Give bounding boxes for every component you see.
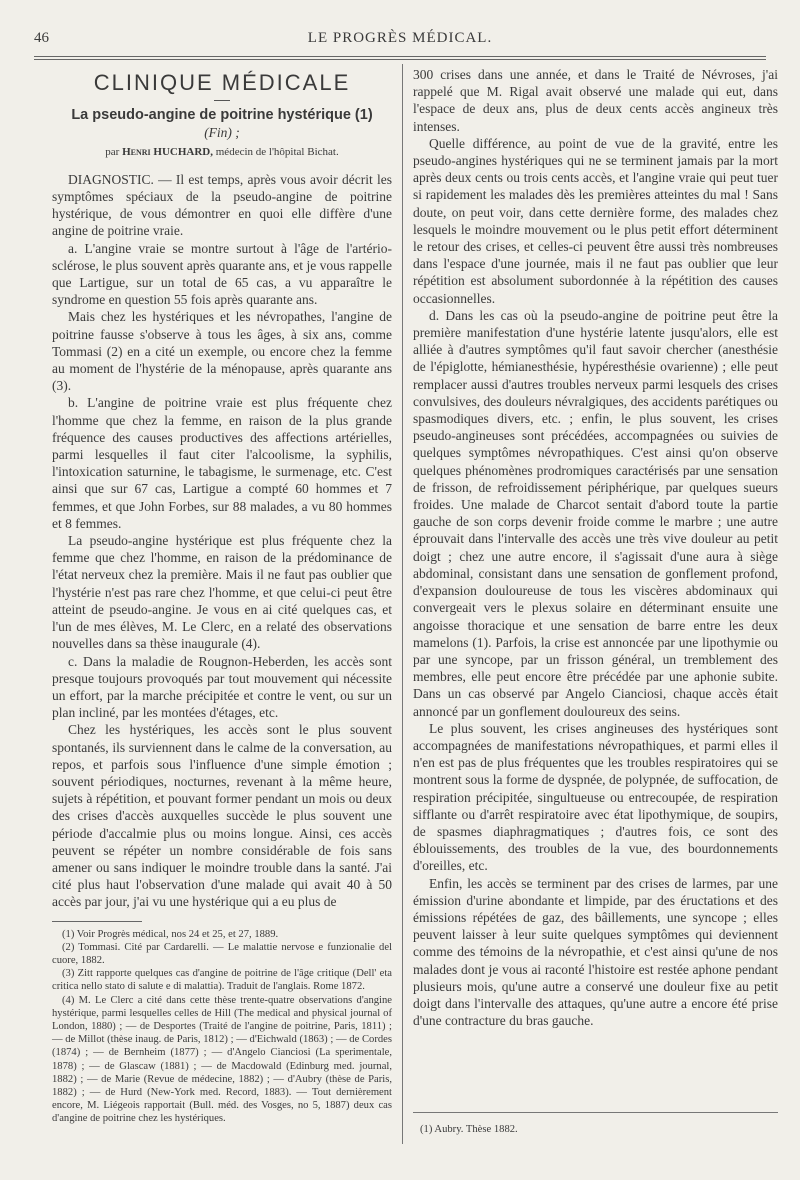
article-title: La pseudo-angine de poitrine hystérique (1) (71, 107, 373, 124)
paragraph: Quelle différence, au point de vue de la gravité, entre les pseudo-angines hystériques qui ne se terminent jamais par la mort après deux cents ou trois cents accès, et l'angine vraie qui peut tuer si rapidement les malades dès les premières atteintes du mal ! Sans doute, on peut voir, dans cette dernière forme, des malades chez lesquels le moindre mouvement ou le plus petit effort déterminent le retour des crises, et celles-ci peuvent être aussi très nombreuses dans l'espace d'une journée, mais il ne faut pas oublier que leur répétition est absolument subordonnée à la répétition des causes occasionnelles. (413, 135, 778, 306)
paragraph: b. L'angine de poitrine vraie est plus fréquente chez l'homme que chez la femme, en raison de la plus grande fréquence des causes productives des affections artérielles, parmi lesquelles il faut citer l'alcoolisme, la syphilis, l'intoxication saturnine, le tabagisme, le surmenage, etc. C'est ainsi que sur 67 cas, Lartigue a compté 60 hommes et 7 femmes, et que John Forbes, sur 88 malades, a vu 80 hommes et 8 femmes. (52, 395, 392, 531)
footnote-rule (52, 921, 142, 922)
paragraph: Chez les hystériques, les accès sont le plus souvent spontanés, ils surviennent dans le calme de la conversation, au repos, et parfois sous l'influence d'une simple émotion ; souvent périodiques, nocturnes, revenant à la même heure, sujets à répétition, et pouvant former pendant un mois ou deux des crises d'accès auxquelles succède le plus souvent une période d'accalmie plus ou moins longue. Ainsi, ces accès peuvent se répéter un nombre considérable de fois sans amener ou sans indiquer le moindre trouble dans la santé. J'ai cité plus haut l'observation d'une malade qui avait 40 à 50 accès par jour, j'ai vu une hystérique qui a eu plus de (52, 722, 392, 910)
paragraph: Le plus souvent, les crises angineuses des hystériques sont accompagnées de manifestations névropathiques, et parmi elles il n'en est pas de plus fréquentes que les troubles respiratoires qui se montrent sous la forme de dyspnée, de polypnée, de suffocation, de respiration précipitée, singultueuse ou entrecoupée, de respiration sifflante ou d'arrêt respiratoire avec état lipothymique, de soupirs, de spasmes diaphragmatiques ; d'autres fois, ce sont des éblouissements, des troubles de la vue, des bourdonnements d'oreilles, etc. (413, 720, 778, 874)
right-column (413, 66, 778, 1029)
left-column (52, 66, 392, 1126)
page-header (34, 30, 766, 52)
footnote: (4) M. Le Clerc a cité dans cette thèse trente-quatre observations d'angine hystérique, parmi lesquelles celles de Hill (The medical and physical journal of London, 1880) ; — de Desportes (Traité de l'angine de poitrine, Paris, 1811) ; — de Millot (thèse inaug. de Paris, 1812) ; — d'Eichwald (1863) ; — de Cordes (1874) ; — de Bernheim (1877) ; — d'Angelo Cianciosi (La sperimentale, 1878) ; — de Glascaw (1881) ; — de Macdowald (Edinburg med. journal, 1882) ; — de Marie (Revue de médecine, 1882) ; — d'Aubry (thèse de Paris, 1882) ; — de Hurd (New-York med. Record, 1883). — Tout dernièrement encore, M. Liégeois rapportait (Bull. méd. des Vosges, no 5, 1887) deux cas d'angine de poitrine chez les hystériques. (52, 994, 392, 1125)
paragraph: a. L'angine vraie se montre surtout à l'âge de l'artério-sclérose, le plus souvent après quarante ans, et je vous rappelle que Lartigue, sur un total de 65 cas, a vu apparaître le syndrome en question 55 fois après quarante ans. (52, 240, 392, 308)
page-number: 46 (34, 30, 49, 46)
byline (52, 144, 392, 161)
header-rule (34, 56, 766, 60)
running-title: LE PROGRÈS MÉDICAL. (307, 30, 493, 46)
paragraph: La pseudo-angine hystérique est plus fréquente chez la femme que chez l'homme, en raison de la prédominance de l'état nerveux chez la première. Mais il ne faut pas oublier que l'hystérie n'est pas rare chez l'homme, et que celui-ci peut être atteint de pseudo-angine. Je vous en ai cité quelques cas, et l'un de mes élèves, M. Le Clerc, en a relaté des observations nouvelles dans sa thèse inaugurale (4). (52, 533, 392, 652)
paragraph: 300 crises dans une année, et dans le Traité de Névroses, j'ai rappelé que M. Rigal avait observé une malade qui eut, dans l'espace de deux ans, plus de deux cents accès angineux très intenses. (413, 67, 778, 134)
article-fin: (Fin) ; (204, 125, 240, 141)
paragraph: d. Dans les cas où la pseudo-angine de poitrine peut être la première manifestation d'une hystérie latente jusqu'alors, elle est alliée à d'autres symptômes qu'il faut savoir chercher (anesthésie de l'épiglotte, hémianesthésie, hypéresthésie ovarienne) ; elle peut remplacer aussi d'autres troubles nerveux parmi lesquels des crises convulsives, des douleurs névralgiques, des accidents parétiques ou spasmodiques divers, etc. ; enfin, le plus souvent, les crises pseudo-angineuses sont précédées, accompagnées ou suivies de quelques symptômes névropathiques. C'est ainsi qu'on observe quelques phénomènes prodromiques caractérisés par une sensation de frisson, de refroidissement périphérique, par quelques sueurs froides. Une malade de Charcot sentait d'abord toute la partie gauche de son corps devenir froide comme le marbre ; une autre éprouvait dans l'intervalle des accès une très vive douleur au petit doigt ; chez une autre encore, il s'agissait d'une aura à siège abdominal, consistant dans une sensation de gonflement profond, d'expansion douloureuse de tous les viscères abdominaux qui convergeait vers le plexus solaire en déterminant ensuite une angoisse thoracique et une sensation de barre entre les deux mamelons (1). Parfois, la crise est annoncée par une lipothymie ou par une syncope, par un frisson général, un tremblement des membres, elle peut encore être précédée par une aphonie subite. Dans un cas observé par Angelo Cianciosi, chaque accès était annoncé par un gonflement douloureux des seins. (413, 307, 778, 719)
footnote: (1) Aubry. Thèse 1882. (420, 1124, 518, 1135)
author-name: Henri HUCHARD, (122, 145, 213, 158)
paragraph: DIAGNOSTIC. — Il est temps, après vous avoir décrit les symptômes spéciaux de la pseudo-angine de poitrine hystérique, de vous démontrer en quoi elle diffère d'une angine de poitrine vraie. (52, 171, 392, 239)
section-title: CLINIQUE MÉDICALE (93, 70, 351, 95)
footnote: (1) Voir Progrès médical, nos 24 et 25, et 27, 1889. (62, 928, 279, 940)
author-affiliation: médecin de l'hôpital Bichat. (215, 145, 339, 158)
footnote: (2) Tommasi. Cité par Cardarelli. — Le malattie nervose e funzionalie del cuore, 1882. (52, 941, 392, 966)
paragraph: Mais chez les hystériques et les névropathes, l'angine de poitrine fausse s'observe à tous les âges, à six ans, comme Tommasi (2) en a cité un exemple, ou encore chez la femme au moment de l'hystérie de la ménopause, après quarante ans (3). (52, 309, 392, 394)
paragraph: Enfin, les accès se terminent par des crises de larmes, par une émission d'urine abondante et limpide, par des éructations et des émissions répétées de gaz, des bâillements, une syncope ; elles peuvent laisser à leur suite quelques symptômes qui deviennent comme des témoins de la névropathie, et c'est ainsi qu'une de nos malades dont je vous ai raconté l'histoire est restée aphone pendant plusieurs mois, qu'une autre a conservé une douleur fixe au petit doigt dans l'intervalle des attaques, qu'une autre a encore été prise d'une contracture du bras gauche. (413, 875, 778, 1029)
left-footnotes (52, 928, 392, 1126)
column-divider (402, 64, 403, 1144)
footnote: (3) Zitt rapporte quelques cas d'angine de poitrine de l'âge critique (Dell' eta critica nello stato di salute e di malattia). Traduit de l'anglais. Rome 1872. (52, 968, 392, 993)
paragraph: c. Dans la maladie de Rougnon-Heberden, les accès sont presque toujours provoqués par tout mouvement qui nécessite un effort, par la marche précipitée et contre le vent, ou sur un plan incliné, par les montées d'étages, etc. (52, 653, 392, 721)
byline-prefix: par (105, 145, 120, 158)
right-footnote-rule (413, 1112, 778, 1113)
